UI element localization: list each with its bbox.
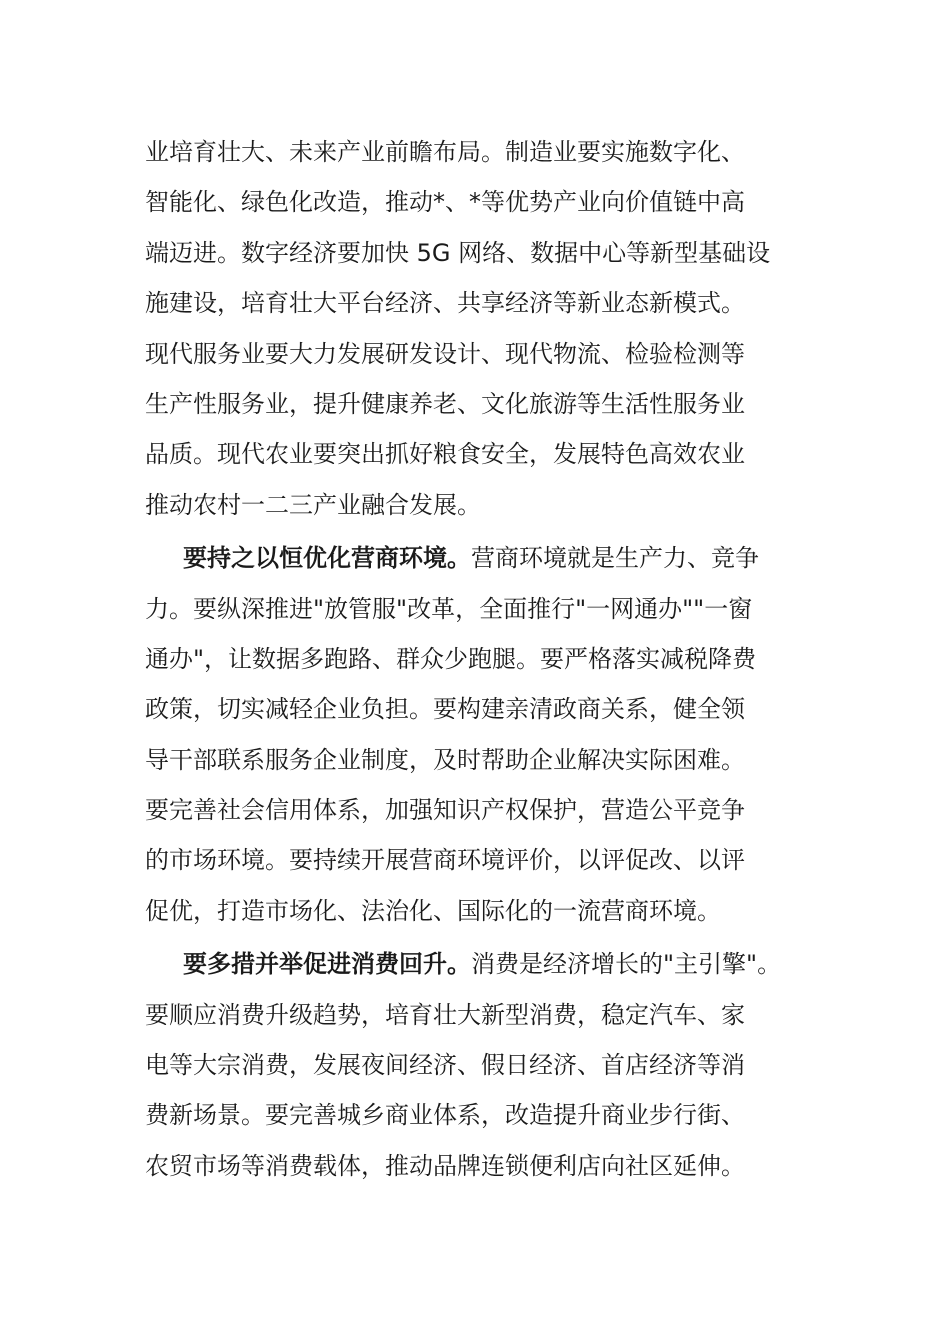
text-line: 端迈进。数字经济要加快 5G 网络、数据中心等新型基础设: [145, 238, 771, 267]
paragraph-industry: [145, 127, 815, 530]
text-line: 现代服务业要大力发展研发设计、现代物流、检验检测等: [145, 339, 745, 368]
text-run: 营商环境就是生产力、竞争: [471, 544, 759, 573]
text-line: 品质。现代农业要突出抓好粮食安全，发展特色高效农业: [145, 440, 745, 469]
text-run: 消费是经济增长的"主引擎"。: [471, 950, 782, 979]
text-line-first: [145, 939, 815, 989]
text-line: 导干部联系服务企业制度，及时帮助企业解决实际困难。: [145, 745, 745, 774]
text-line: 力。要纵深推进"放管服"改革，全面推行"一网通办""一窗: [145, 594, 753, 623]
paragraph-lead-heading: 要持之以恒优化营商环境。: [183, 544, 471, 573]
text-line: 推动农村一二三产业融合发展。: [145, 490, 481, 519]
text-line: 生产性服务业，提升健康养老、文化旅游等生活性服务业: [145, 389, 745, 418]
text-line: 业培育壮大、未来产业前瞻布局。制造业要实施数字化、: [145, 138, 745, 166]
text-line-first: [145, 533, 815, 583]
text-line: 政策，切实减轻企业负担。要构建亲清政商关系，健全领: [145, 695, 745, 724]
paragraph-business-environment: [145, 533, 815, 936]
text-line: 电等大宗消费，发展夜间经济、假日经济、首店经济等消: [145, 1051, 745, 1080]
text-line: 要完善社会信用体系，加强知识产权保护，营造公平竞争: [145, 796, 745, 825]
text-line: 农贸市场等消费载体，推动品牌连锁便利店向社区延伸。: [145, 1151, 745, 1180]
text-line: 费新场景。要完善城乡商业体系，改造提升商业步行街、: [145, 1101, 745, 1130]
paragraph-lead-heading: 要多措并举促进消费回升。: [183, 950, 471, 979]
text-line: 施建设，培育壮大平台经济、共享经济等新业态新模式。: [145, 289, 745, 318]
text-line: 通办"，让数据多跑路、群众少跑腿。要严格落实减税降费: [145, 644, 757, 673]
document-body: [145, 127, 815, 1191]
text-line: 促优，打造市场化、法治化、国际化的一流营商环境。: [145, 896, 721, 925]
text-line: 的市场环境。要持续开展营商环境评价，以评促改、以评: [145, 846, 745, 875]
text-line: 智能化、绿色化改造，推动*、*等优势产业向价值链中高: [145, 188, 745, 217]
paragraph-consumption: [145, 939, 815, 1191]
text-line: 要顺应消费升级趋势，培育壮大新型消费，稳定汽车、家: [145, 1000, 745, 1029]
